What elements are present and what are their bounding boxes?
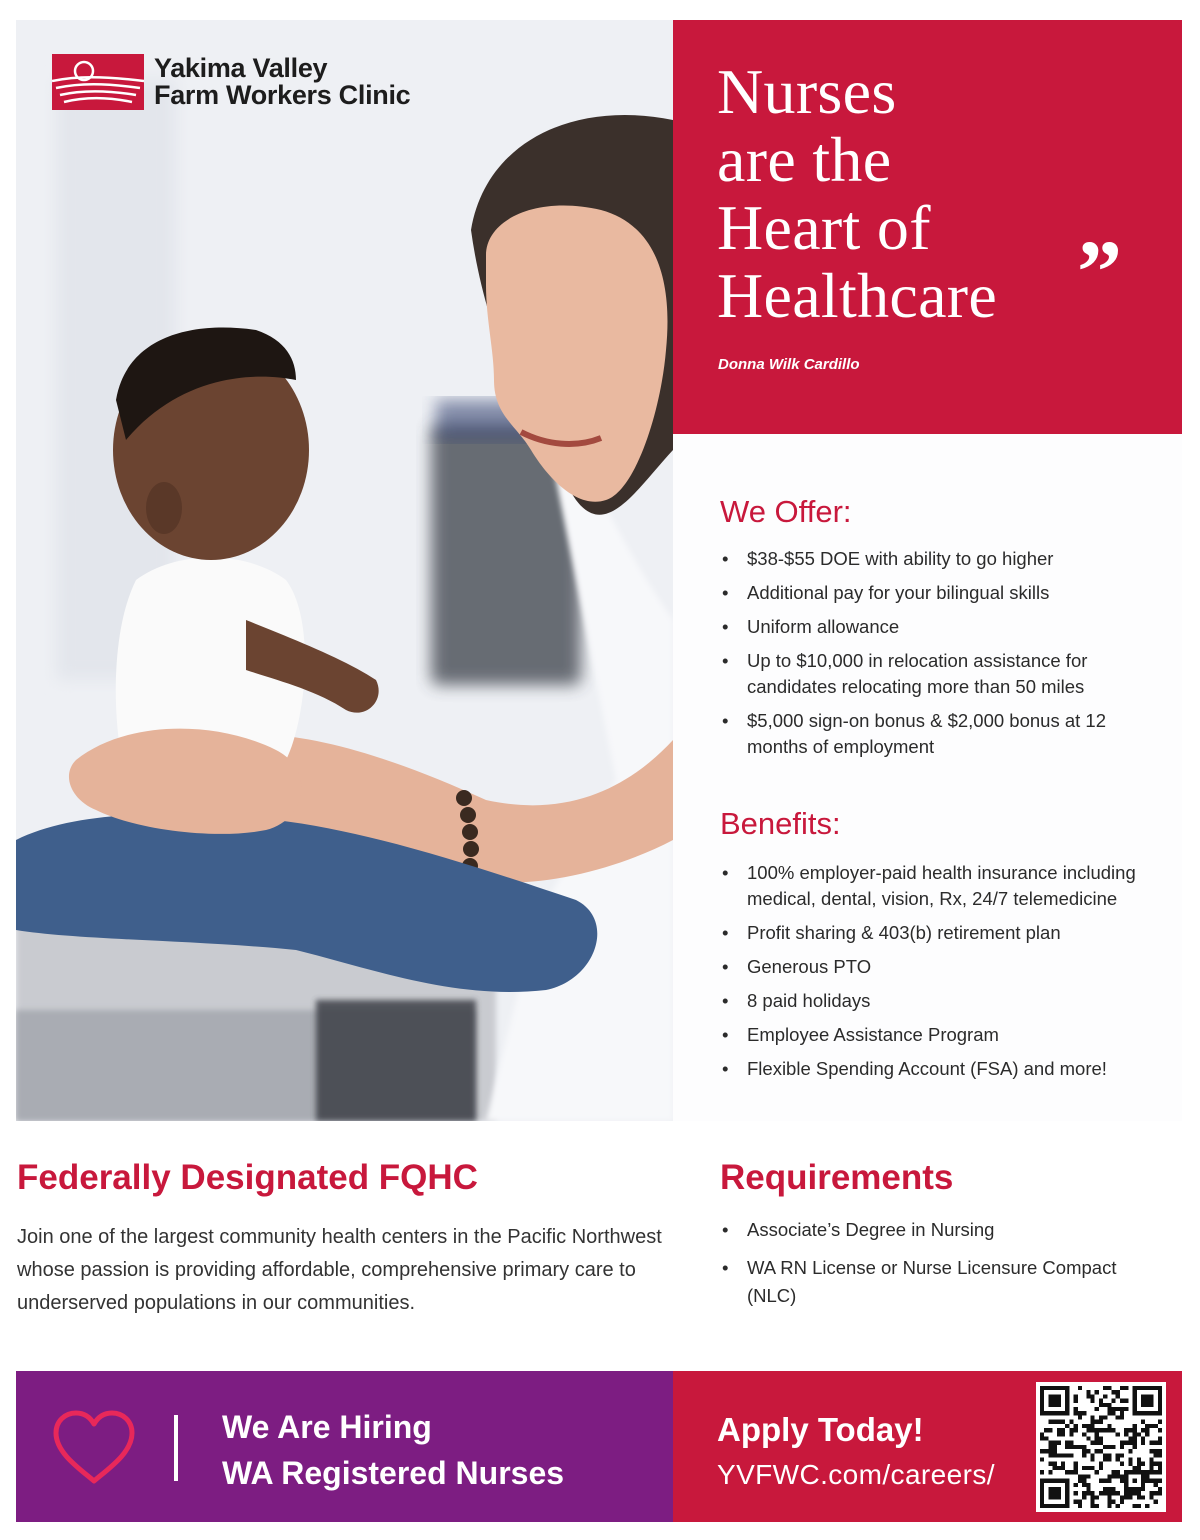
clinic-name [154, 55, 410, 109]
benefits-list [720, 860, 1170, 1090]
clinic-logo[interactable] [52, 54, 410, 110]
quote-line: Heart of [717, 192, 931, 263]
hiring-line2: WA Registered Nurses [222, 1455, 565, 1491]
quote-box [673, 20, 1182, 434]
nurse-with-baby-photo [16, 20, 673, 1121]
apply-today-label: Apply Today! [717, 1411, 924, 1448]
list-item: • Up to $10,000 in relocation assistance for candidates relocating more than 50 miles [720, 648, 1170, 700]
list-item: • Associate’s Degree in Nursing [720, 1216, 1170, 1244]
heart-icon [50, 1407, 138, 1487]
list-item: • 100% employer-paid health insurance including medical, dental, vision, Rx, 24/7 telemedicine [720, 860, 1170, 912]
closing-quote-mark: ” [1077, 223, 1122, 322]
offer-list [720, 546, 1170, 768]
list-item: • Flexible Spending Account (FSA) and more! [720, 1056, 1170, 1082]
list-item: • Additional pay for your bilingual skills [720, 580, 1170, 606]
quote-line: Healthcare [717, 260, 998, 331]
footer-banner [16, 1371, 1182, 1522]
list-item: • 8 paid holidays [720, 988, 1170, 1014]
clinic-logo-icon [52, 54, 144, 110]
list-item: • WA RN License or Nurse Licensure Compact (NLC) [720, 1254, 1170, 1310]
quote-line: are the [717, 124, 892, 195]
requirements-heading: Requirements [720, 1158, 954, 1197]
fqhc-heading: Federally Designated FQHC [17, 1158, 478, 1197]
quote-author: Donna Wilk Cardillo [718, 356, 860, 373]
hiring-banner [16, 1371, 673, 1522]
hero-section [16, 20, 1182, 1121]
quote-line: Nurses [717, 56, 897, 127]
quote-text [717, 58, 997, 330]
offer-panel [673, 434, 1182, 1121]
list-item: • $5,000 sign-on bonus & $2,000 bonus at 12 months of employment [720, 708, 1170, 760]
hiring-line1: We Are Hiring [222, 1409, 432, 1445]
benefits-heading: Benefits: [720, 806, 841, 841]
qr-code-icon[interactable] [1036, 1382, 1166, 1512]
apply-banner [673, 1371, 1182, 1522]
we-offer-heading: We Offer: [720, 494, 852, 529]
clinic-name-line1: Yakima Valley [154, 53, 328, 83]
requirements-list [720, 1216, 1170, 1320]
footer-divider [174, 1415, 178, 1481]
careers-link[interactable]: YVFWC.com/careers/ [717, 1459, 995, 1490]
list-item: • Generous PTO [720, 954, 1170, 980]
clinic-name-line2: Farm Workers Clinic [154, 80, 411, 110]
list-item: • Uniform allowance [720, 614, 1170, 640]
hiring-text [222, 1404, 564, 1496]
list-item: • $38-$55 DOE with ability to go higher [720, 546, 1170, 572]
list-item: • Employee Assistance Program [720, 1022, 1170, 1048]
fqhc-description: Join one of the largest community health centers in the Pacific Northwest whose passion is providing affordable, comprehensive primary care to underserved populations in our communities. [17, 1226, 662, 1314]
list-item: • Profit sharing & 403(b) retirement plan [720, 920, 1170, 946]
